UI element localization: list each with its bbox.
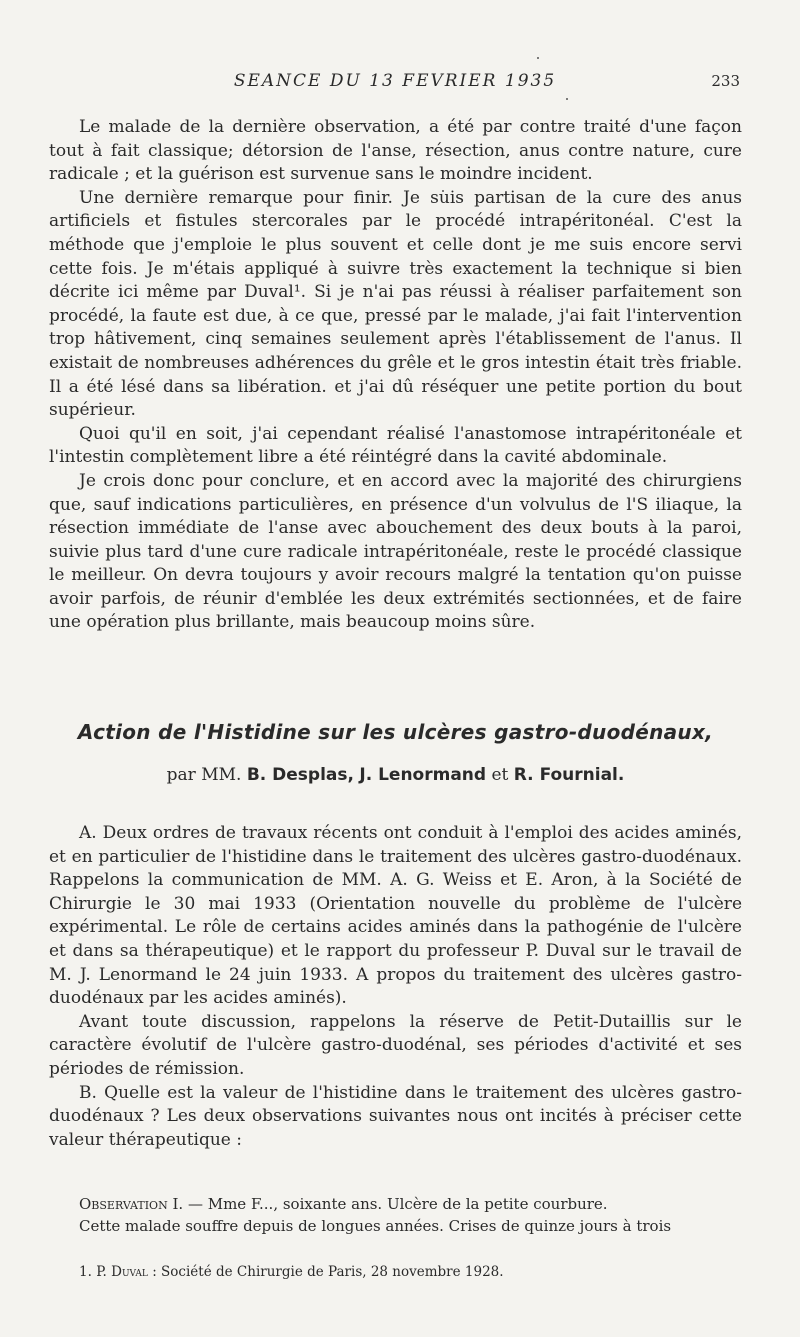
running-head <box>50 68 740 96</box>
print-speck <box>566 98 568 100</box>
print-speck <box>537 57 539 59</box>
paragraph: Avant toute discussion, rappelons la réserve de Petit-Dutaillis sur le caractère évolutif de l'ulcère gastro-duodénal, ses périodes d'activité et ses périodes de rémission. <box>49 1011 742 1079</box>
author-name: R. Fournial. <box>513 765 625 785</box>
body-section-2 <box>49 822 742 1152</box>
paragraph: B. Quelle est la valeur de l'histidine dans le traitement des ulcères gastro-duodénaux ? Les deux observations suivantes nous ont incités à préciser cette valeur thérapeutique : <box>49 1082 742 1150</box>
observation-summary: — Mme F..., soixante ans. Ulcère de la petite courbure. <box>187 1195 608 1213</box>
footnote <box>49 1263 742 1281</box>
observation-block <box>49 1194 742 1237</box>
observation-heading <box>49 1194 742 1216</box>
article-authors <box>49 765 742 785</box>
observation-text: Cette malade souffre depuis de longues années. Crises de quinze jours à trois <box>79 1216 672 1235</box>
author-name: J. Lenormand <box>359 765 487 785</box>
paragraph: Je crois donc pour conclure, et en accord avec la majorité des chirurgiens que, sauf indications particulières, en présence d'un volvulus de l'S iliaque, la résection immédiate de l'anse avec abouchement des deux bouts à la paroi, suivie plus tard d'une cure radicale intrapéritonéale, reste le procédé classique le meilleur. On devra toujours y avoir recours malgré la tentation qu'on puisse avoir parfois, de réunir d'emblée les deux extrémités sectionnées, et de faire une opération plus brillante, mais beaucoup moins sûre. <box>49 470 742 633</box>
article-title: Action de l'Histidine sur les ulcères gastro-duodénaux, <box>77 720 714 744</box>
paragraph: A. Deux ordres de travaux récents ont conduit à l'emploi des acides aminés, et en particulier de l'histidine dans le traitement des ulcères gastro-duodénaux. Rappelons la communication de MM. A. G. Weiss et E. Aron, à la Société de Chirurgie le 30 mai 1933 (Orientation nouvelle du problème de l'ulcère expérimental. Le rôle de certains acides aminés dans la pathogénie de l'ulcère et dans sa thérapeutique) et le rapport du professeur P. Duval sur le travail de M. J. Lenormand le 24 juin 1933. A propos du traitement des ulcères gastro-duodénaux par les acides aminés). <box>49 823 742 1009</box>
footnote-author: P. Duval <box>96 1264 148 1280</box>
authors-conjunction: et <box>491 765 509 785</box>
footnote-text: : Société de Chirurgie de Paris, 28 novembre 1928. <box>152 1264 504 1280</box>
paragraph: Le malade de la dernière observation, a été par contre traité d'une façon tout à fait classique; détorsion de l'anse, résection, anus contre nature, cure radicale ; et la guérison est survenue sans le moindre incident. <box>49 117 742 185</box>
paragraph: Quoi qu'il en soit, j'ai cependant réalisé l'anastomose intrapéritonéale et l'intestin complètement libre a été réintégré dans la cavité abdominale. <box>49 423 742 468</box>
footnote-number: 1. <box>79 1264 92 1280</box>
authors-prefix: par MM. <box>166 765 242 785</box>
page-number: 233 <box>711 72 740 90</box>
paragraph: Une dernière remarque pour finir. Je suis partisan de la cure des anus artificiels et fistules stercorales par le procédé intrapéritonéal. C'est la méthode que j'emploie le plus souvent et celle dont je me suis encore servi cette fois. Je m'étais appliqué à suivre très exactement la technique si bien décrite ici même par Duval¹. Si je n'ai pas réussi à réaliser parfaitement son procédé, la faute est due, à ce que, pressé par le malade, j'ai fait l'intervention trop hâtivement, cinq semaines seulement après l'établissement de l'anus. Il existait de nombreuses adhérences du grêle et le gros intestin était très friable. Il a été lésé dans sa libération. et j'ai dû réséquer une petite portion du bout supérieur. <box>49 187 742 421</box>
observation-label: Observation I. <box>79 1195 184 1213</box>
body-section-1 <box>49 116 742 635</box>
author-name: B. Desplas, <box>246 765 354 785</box>
running-title: SEANCE DU 13 FEVRIER 1935 <box>233 71 557 91</box>
